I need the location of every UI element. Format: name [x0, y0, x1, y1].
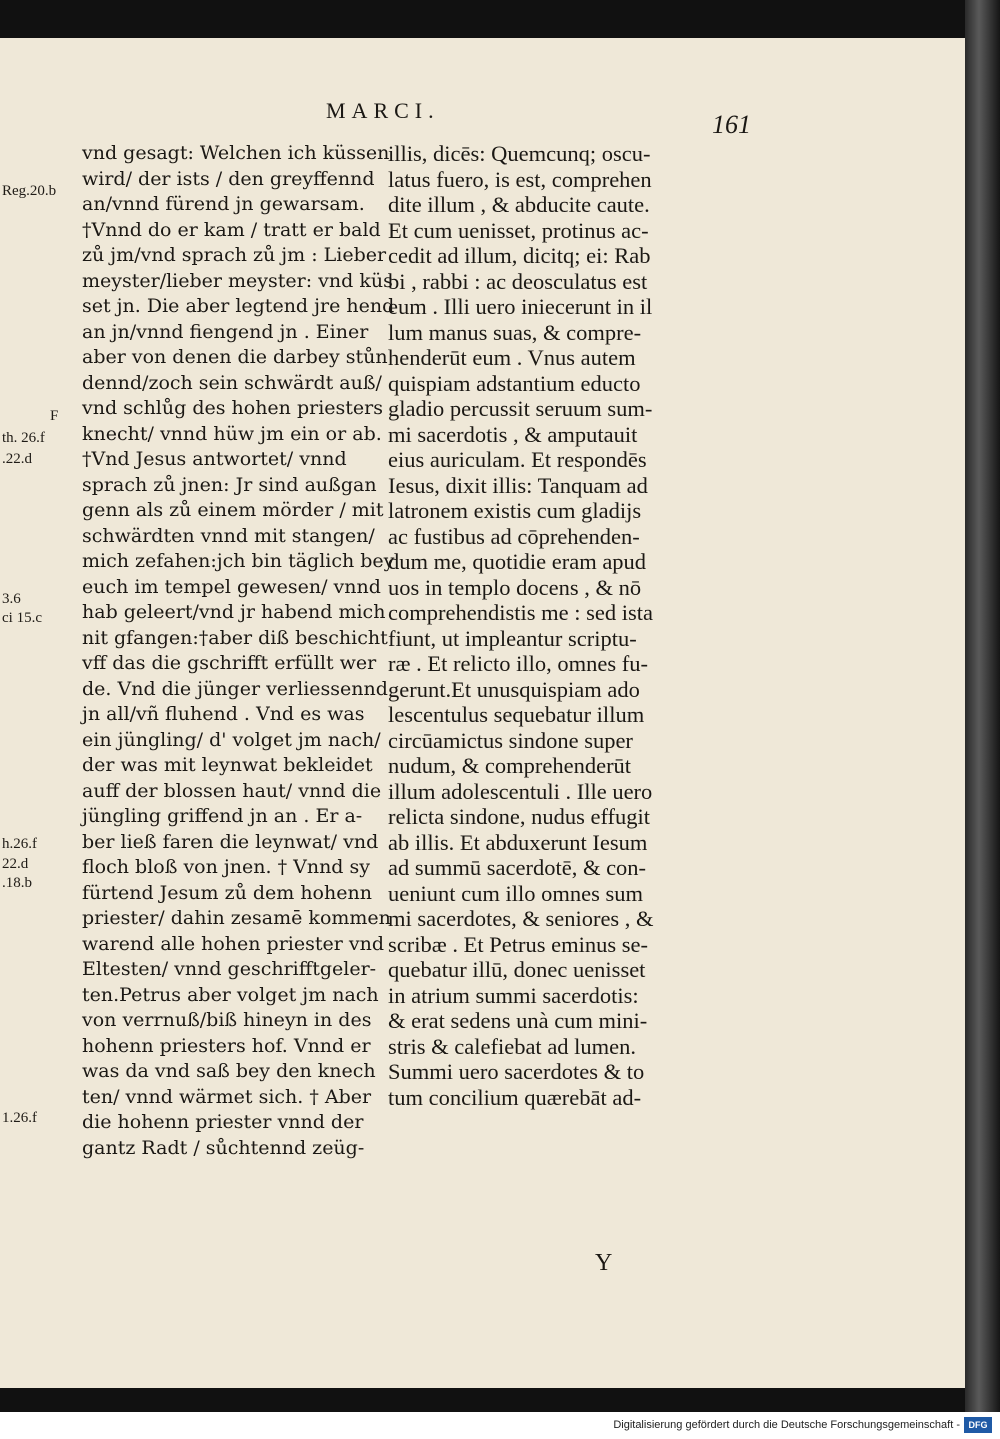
german-text-line: vff das die gschrifft erfüllt wer: [82, 652, 377, 674]
latin-text-line: lescentulus sequebatur illum: [388, 702, 645, 727]
latin-text-line: nudum, & comprehenderūt: [388, 753, 632, 778]
margin-note: 22.d: [2, 856, 29, 872]
latin-text-line: ueniunt cum illo omnes sum: [388, 880, 643, 906]
latin-text-line: Iesus, dixit illis: Tanquam ad: [388, 472, 648, 498]
latin-text-line: latus fuero, is est, comprehen: [388, 166, 652, 192]
german-text-line: priester/ dahin zesamē kommen: [82, 907, 391, 929]
german-text-line: meyster/lieber meyster: vnd küs: [82, 269, 393, 292]
latin-text-column: [388, 141, 728, 1110]
latin-text-line: latronem existis cum gladijs: [388, 498, 642, 523]
latin-text-line: relicta sindone, nudus effugit: [388, 804, 651, 829]
german-text-line: warend alle hohen priester vnd: [82, 932, 385, 955]
margin-note: .22.d: [2, 451, 32, 467]
latin-text-line: in atrium summi sacerdotis:: [388, 982, 639, 1008]
german-text-line: hab geleert/vnd jr habend mich: [82, 601, 386, 623]
margin-note: ci 15.c: [2, 610, 42, 626]
latin-text-line: illum adolescentuli . Ille uero: [388, 778, 653, 804]
latin-text-line: cedit ad illum, dicitq; ei: Rab: [388, 243, 651, 268]
german-text-line: sprach zů jnen: Jr sind außgan: [82, 473, 377, 496]
german-text-line: zů jm/vnd sprach zů jm : Lieber: [82, 244, 387, 266]
latin-text-line: scribæ . Et Petrus eminus se-: [388, 931, 648, 957]
german-text-line: †Vnnd do er kam / tratt er bald: [82, 218, 381, 241]
folio-number: 161: [712, 110, 751, 139]
german-text-line: an jn/vnnd fiengend jn . Einer: [82, 320, 369, 343]
german-text-line: knecht/ vnnd hüw jm ein or ab.: [82, 422, 382, 445]
margin-note: 1.26.f: [2, 1110, 37, 1126]
latin-text-line: eum . Illi uero iniecerunt in il: [388, 294, 653, 319]
german-text-line: was da vnd saß bey den knech: [82, 1060, 376, 1082]
latin-text-line: gerunt.Et unusquispiam ado: [388, 676, 640, 702]
german-text-line: nit gfangen:†aber diß beschicht: [82, 626, 388, 649]
german-text-line: fürtend Jesum zů dem hohenn: [82, 881, 372, 904]
german-text-column: [82, 141, 395, 1161]
german-text-line: ten/ vnnd wärmet sich. † Aber: [82, 1085, 372, 1108]
margin-note: h.26.f: [2, 836, 37, 852]
german-text-line: wird/ der ists / den greyffennd: [82, 167, 375, 190]
german-text-line: euch im tempel gewesen/ vnnd: [82, 575, 381, 598]
german-text-line: der was mit leynwat bekleidet: [82, 754, 373, 776]
latin-text-line: tum concilium quærebāt ad-: [388, 1084, 642, 1110]
german-text-line: †Vnd Jesus antwortet/ vnnd: [82, 448, 347, 470]
german-text-line: ein jüngling/ d' volget jm nach/: [82, 728, 381, 751]
german-text-line: an/vnnd fürend jn gewarsam.: [82, 193, 365, 215]
signature-mark: Y: [595, 1250, 613, 1276]
german-text-line: aber von denen die darbey stůn: [82, 346, 388, 368]
latin-text-line: ac fustibus ad cōprehenden-: [388, 523, 640, 549]
german-text-line: ten.Petrus aber volget jm nach: [82, 983, 379, 1006]
latin-text-line: lum manus suas, & compre-: [388, 319, 642, 345]
german-text-line: floch bloß von jnen. † Vnnd sy: [82, 856, 370, 878]
dfg-logo: DFG: [964, 1417, 992, 1433]
german-text-line: mich zefahen:jch bin täglich bey: [82, 550, 395, 572]
german-text-line: auff der blossen haut/ vnnd die: [82, 779, 382, 802]
german-text-line: jn all/vñ fluhend . Vnd es was: [82, 703, 365, 725]
latin-text-line: comprehendistis me : sed ista: [388, 600, 653, 625]
latin-text-line: illis, dicēs: Quemcunq; oscu-: [388, 141, 651, 166]
latin-text-line: dite illum , & abducite caute.: [388, 192, 650, 217]
running-head: MARCI.: [326, 98, 440, 123]
german-text-line: de. Vnd die jünger verliessennd: [82, 677, 388, 700]
margin-note: F: [50, 408, 59, 424]
latin-text-line: eius auriculam. Et respondēs: [388, 447, 647, 472]
latin-text-line: ad summū sacerdotē, & con-: [388, 855, 647, 880]
german-text-line: dennd/zoch sein schwärdt auß/: [82, 371, 382, 394]
margin-note: .18.b: [2, 875, 32, 891]
latin-text-line: stris & calefiebat ad lumen.: [388, 1033, 637, 1059]
german-text-line: hohenn priesters hof. Vnnd er: [82, 1034, 371, 1057]
german-text-line: Eltesten/ vnnd geschrifftgeler-: [82, 958, 377, 980]
german-text-line: genn als zů einem mörder / mit: [82, 499, 384, 521]
margin-notes: [0, 38, 80, 1338]
footer-bar: [0, 1412, 1000, 1439]
latin-text-line: ræ . Et relicto illo, omnes fu-: [388, 651, 648, 676]
german-text-line: vnd gesagt: Welchen ich küssen: [82, 142, 390, 164]
latin-text-line: quispiam adstantium educto: [388, 370, 641, 396]
margin-note: Reg.20.b: [2, 183, 57, 199]
latin-text-line: uos in templo docens , & nō: [388, 574, 642, 600]
latin-text-line: dum me, quotidie eram apud: [388, 549, 647, 574]
latin-text-line: gladio percussit seruum sum-: [388, 396, 653, 421]
latin-text-line: ab illis. Et abduxerunt Iesum: [388, 829, 648, 855]
german-text-line: ber ließ faren die leynwat/ vnd: [82, 830, 379, 853]
german-text-line: schwärdten vnnd mit stangen/: [82, 524, 375, 547]
latin-text-line: fiunt, ut impleantur scriptu-: [388, 625, 637, 651]
german-text-line: vnd schlůg des hohen priesters: [82, 397, 383, 419]
margin-note: th. 26.f: [2, 430, 45, 446]
german-text-line: jüngling griffend jn an . Er a-: [82, 805, 363, 827]
latin-text-line: Et cum uenisset, protinus ac-: [388, 217, 649, 243]
latin-text-line: bi , rabbi : ac deosculatus est: [388, 268, 648, 294]
book-gutter: [965, 0, 1000, 1412]
footer-credit: Digitalisierung gefördert durch die Deutsche Forschungsgemeinschaft -: [613, 1419, 960, 1431]
book-page: [0, 38, 965, 1388]
latin-text-line: & erat sedens unà cum mini-: [388, 1008, 648, 1033]
latin-text-line: circūamictus sindone super: [388, 727, 633, 753]
german-text-line: gantz Radt / sůchtennd zeüg-: [82, 1136, 365, 1159]
german-text-line: von verrnuß/biß hineyn in des: [82, 1009, 372, 1031]
margin-note: 3.6: [2, 591, 21, 607]
german-text-line: set jn. Die aber legtend jre hend: [82, 295, 395, 317]
latin-text-line: Summi uero sacerdotes & to: [388, 1059, 645, 1084]
latin-text-line: quebatur illū, donec uenisset: [388, 957, 646, 982]
latin-text-line: mi sacerdotes, & seniores , &: [388, 906, 654, 931]
latin-text-line: mi sacerdotis , & amputauit: [388, 421, 638, 447]
german-text-line: die hohenn priester vnnd der: [82, 1111, 364, 1133]
latin-text-line: henderūt eum . Vnus autem: [388, 345, 636, 370]
